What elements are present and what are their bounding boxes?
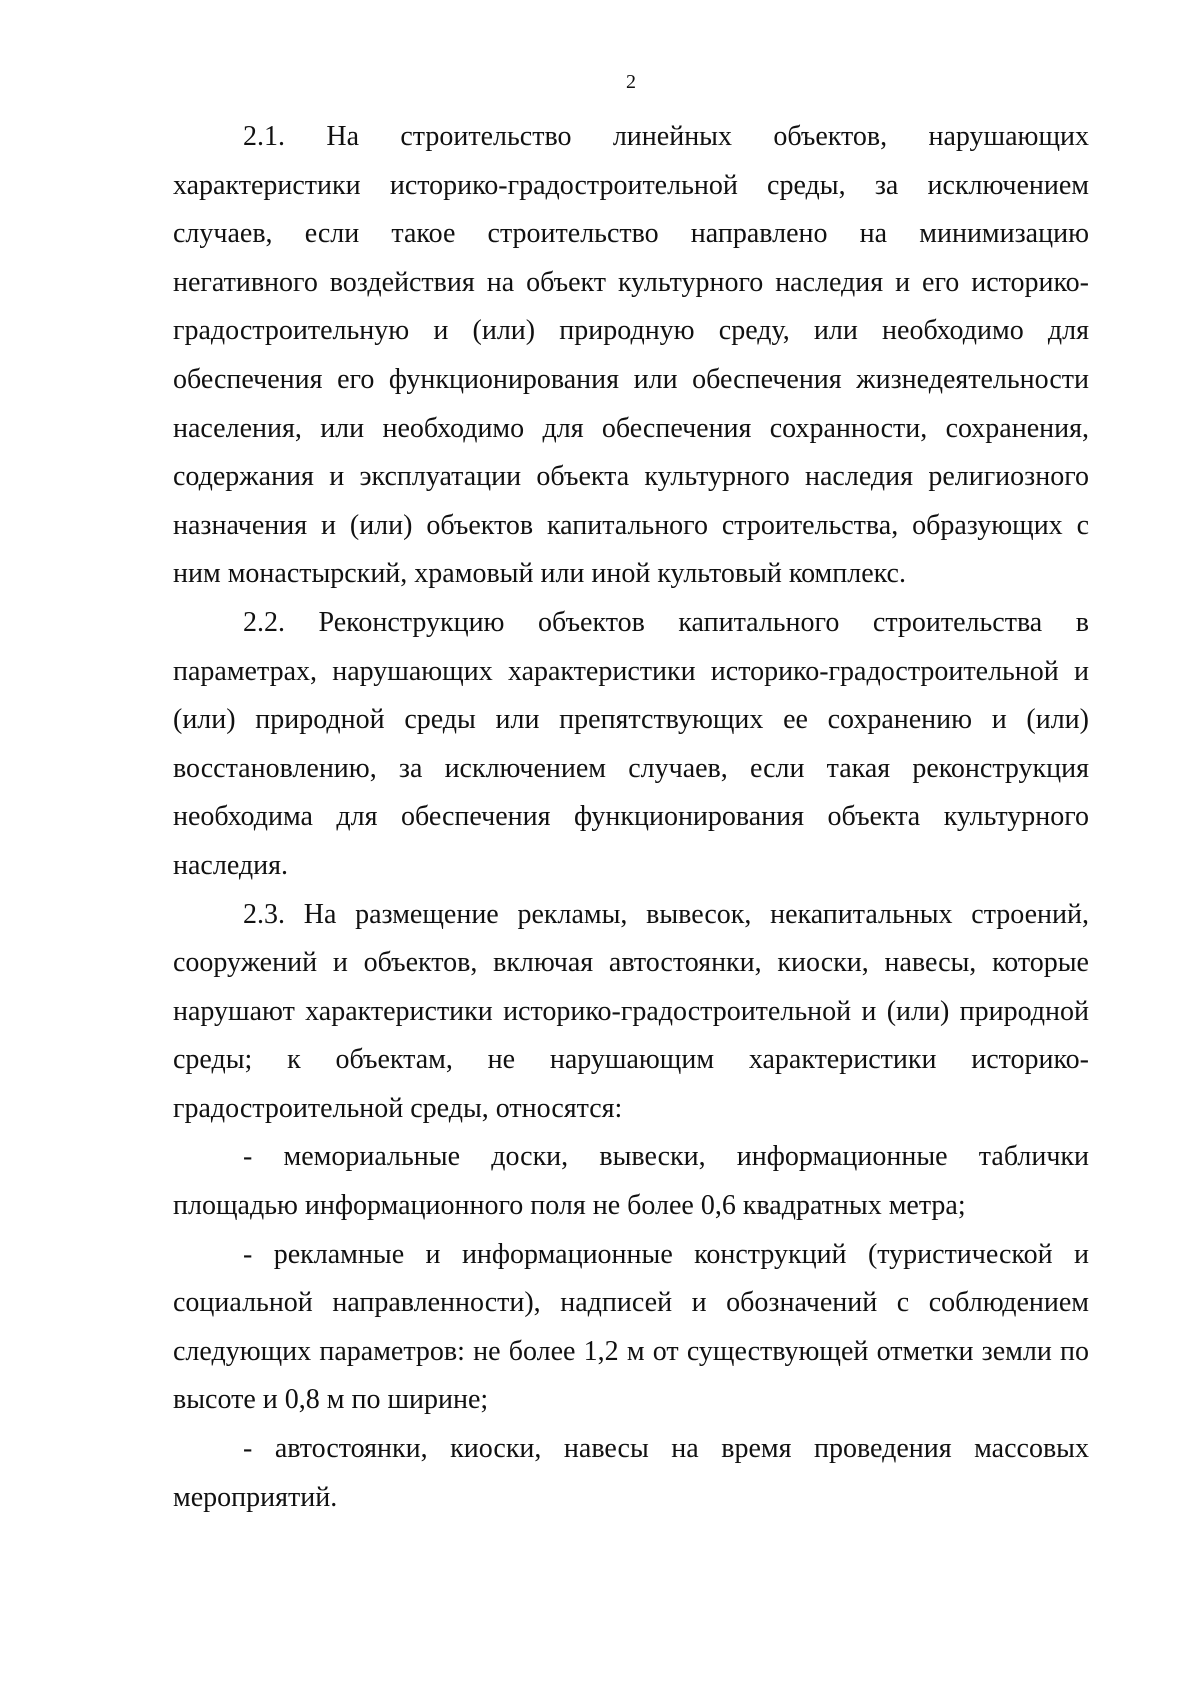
paragraph-2-1: 2.1. На строительство линейных объектов, нарушающих характеристики историко-градостроительной среды, за исключением случаев, если такое строительство направлено на минимизацию негативного воздействия на объект культурного наследия и его историко-градостроительную и (или) природную среду, или необходимо для обеспечения его функционирования или обеспечения жизнедеятельности населения, или необходимо для обеспечения сохранности, сохранения, содержания и эксплуатации объекта культурного наследия религиозного назначения и (или) объектов капитального строительства, образующих с ним монастырский, храмовый или иной культовый комплекс. <box>173 121 1089 590</box>
page-number: 2 <box>626 71 636 93</box>
paragraph-2-2: 2.2. Реконструкцию объектов капитального строительства в параметрах, нарушающих характеристики историко-градостроительной и (или) природной среды или препятствующих ее сохранению и (или) восстановлению, за исключением случаев, если такая реконструкция необходима для обеспечения функционирования объекта культурного наследия. <box>173 606 1089 881</box>
list-item-advertising-structures: - рекламные и информационные конструкций (туристической и социальной направленности), надписей и обозначений с соблюдением следующих параметров: не более 1,2 м от существующей отметки земли по высоте и 0,8 м по ширине; <box>173 1238 1089 1416</box>
list-item-memorial-plaques: - мемориальные доски, вывески, информационные таблички площадью информационного поля не более 0,6 квадратных метра; <box>173 1141 1089 1222</box>
list-item-parking-kiosks: - автостоянки, киоски, навесы на время проведения массовых мероприятий. <box>173 1433 1089 1513</box>
paragraph-2-3: 2.3. На размещение рекламы, вывесок, некапитальных строений, сооружений и объектов, включая автостоянки, киоски, навесы, которые нарушают характеристики историко-градостроительной и (или) природной среды; к объектам, не нарушающим характеристики историко-градостроительной среды, относятся: <box>173 898 1089 1124</box>
document-body <box>173 113 1089 1522</box>
